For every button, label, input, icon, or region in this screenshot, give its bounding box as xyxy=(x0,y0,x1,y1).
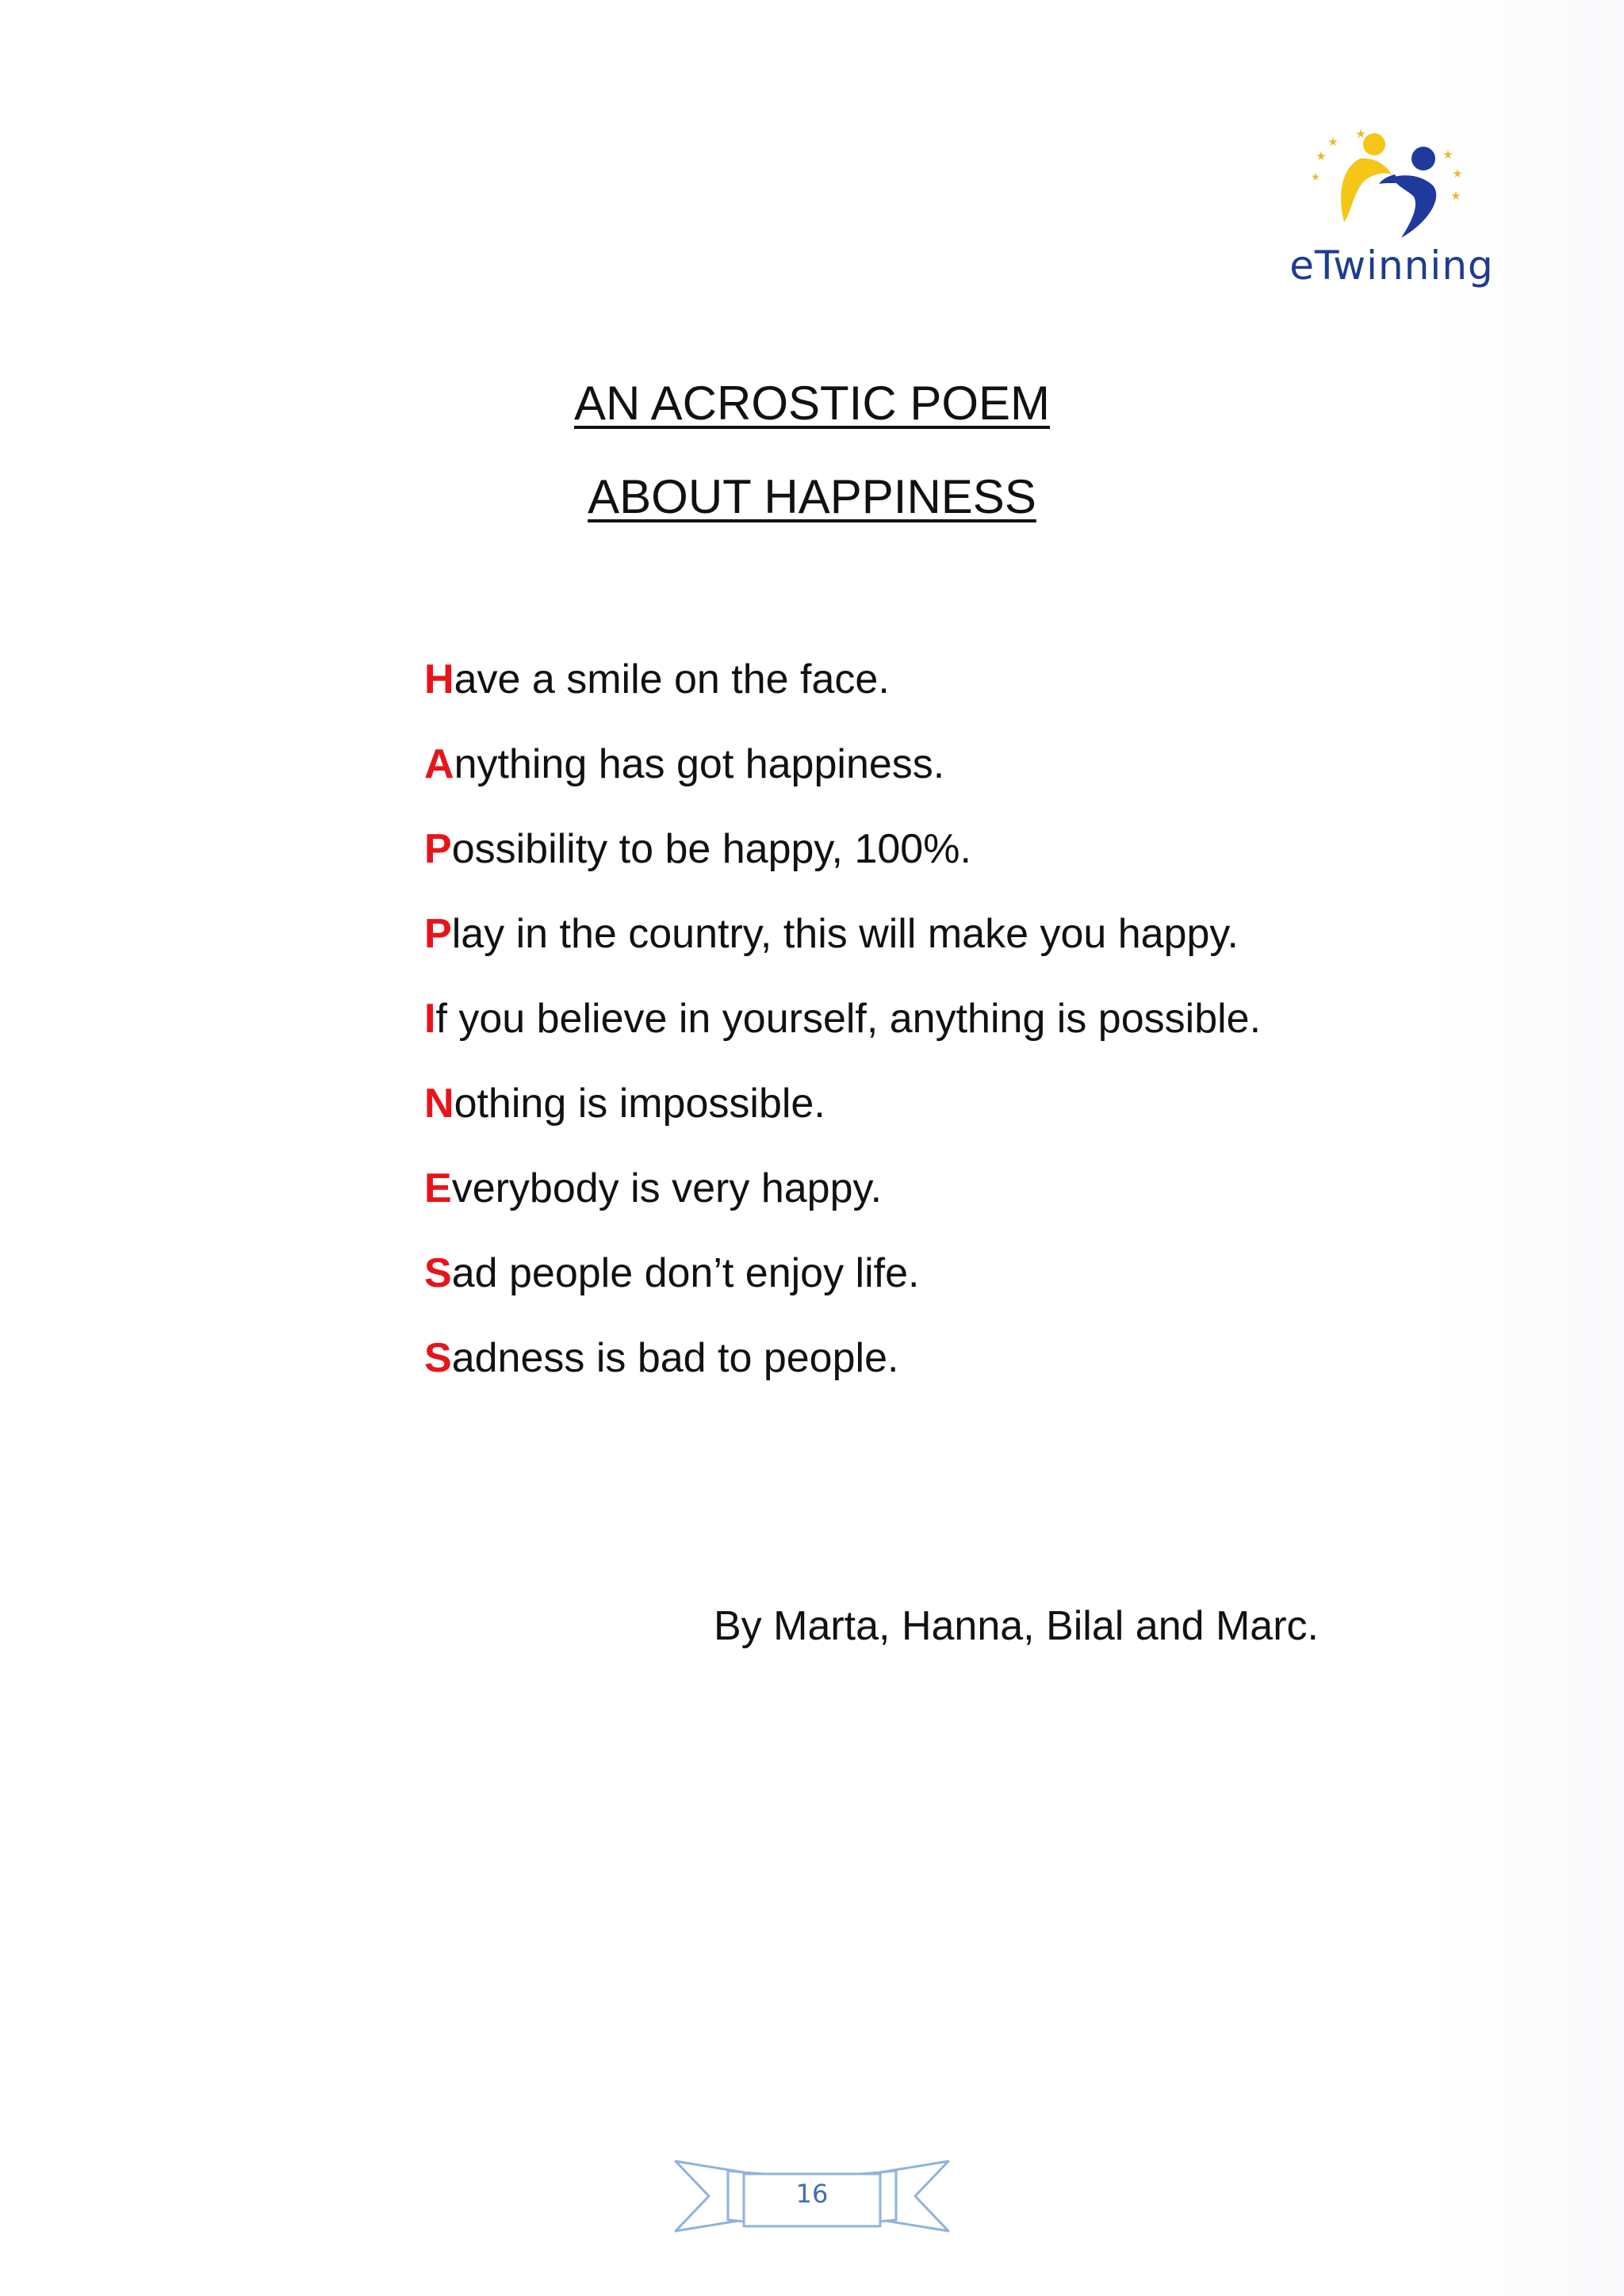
poem-line-text: ave a smile on the face. xyxy=(454,656,890,702)
page-title: AN ACROSTIC POEM xyxy=(573,377,1051,430)
poem-initial: I xyxy=(424,996,436,1042)
poem-initial: P xyxy=(424,911,452,957)
poem-initial: E xyxy=(424,1165,452,1211)
poem-line xyxy=(424,905,1455,989)
page-subtitle: ABOUT HAPPINESS xyxy=(588,470,1036,523)
poem-line xyxy=(424,1074,1455,1159)
poem-line-text: verybody is very happy. xyxy=(451,1165,883,1211)
poem-line-text: nything has got happiness. xyxy=(454,741,945,787)
poem-line-text: ossibility to be happy, 100%. xyxy=(451,826,971,872)
poem-line xyxy=(424,1159,1455,1244)
etwinning-logo xyxy=(1277,127,1507,309)
poem-line xyxy=(424,989,1455,1074)
poem-line xyxy=(424,735,1455,820)
etwinning-figures-icon xyxy=(1312,127,1471,246)
poem-initial: H xyxy=(424,656,454,702)
poem-initial: S xyxy=(424,1335,452,1381)
poem-line xyxy=(424,1329,1455,1414)
stars-decoration xyxy=(1312,129,1462,200)
poem-line-text: adness is bad to people. xyxy=(451,1335,899,1381)
poem-line-text: f you believe in yourself, anything is possible. xyxy=(435,996,1262,1042)
page-number: 16 xyxy=(795,2179,829,2209)
poem-line-text: ad people don’t enjoy life. xyxy=(451,1250,920,1296)
poem-initial: P xyxy=(424,826,452,872)
poem-line xyxy=(424,650,1455,735)
poem-initial: S xyxy=(424,1250,452,1296)
acrostic-poem xyxy=(424,650,1455,1414)
poem-initial: A xyxy=(424,741,454,787)
poem-line-text: lay in the country, this will make you happy. xyxy=(451,911,1239,957)
poem-line xyxy=(424,1244,1455,1329)
poem-initial: N xyxy=(424,1081,454,1127)
author-byline: By Marta, Hanna, Bilal and Marc. xyxy=(714,1603,1319,1649)
poem-line-text: othing is impossible. xyxy=(454,1081,825,1127)
poem-line xyxy=(424,820,1455,905)
etwinning-logo-text: eTwinning xyxy=(1289,243,1494,289)
